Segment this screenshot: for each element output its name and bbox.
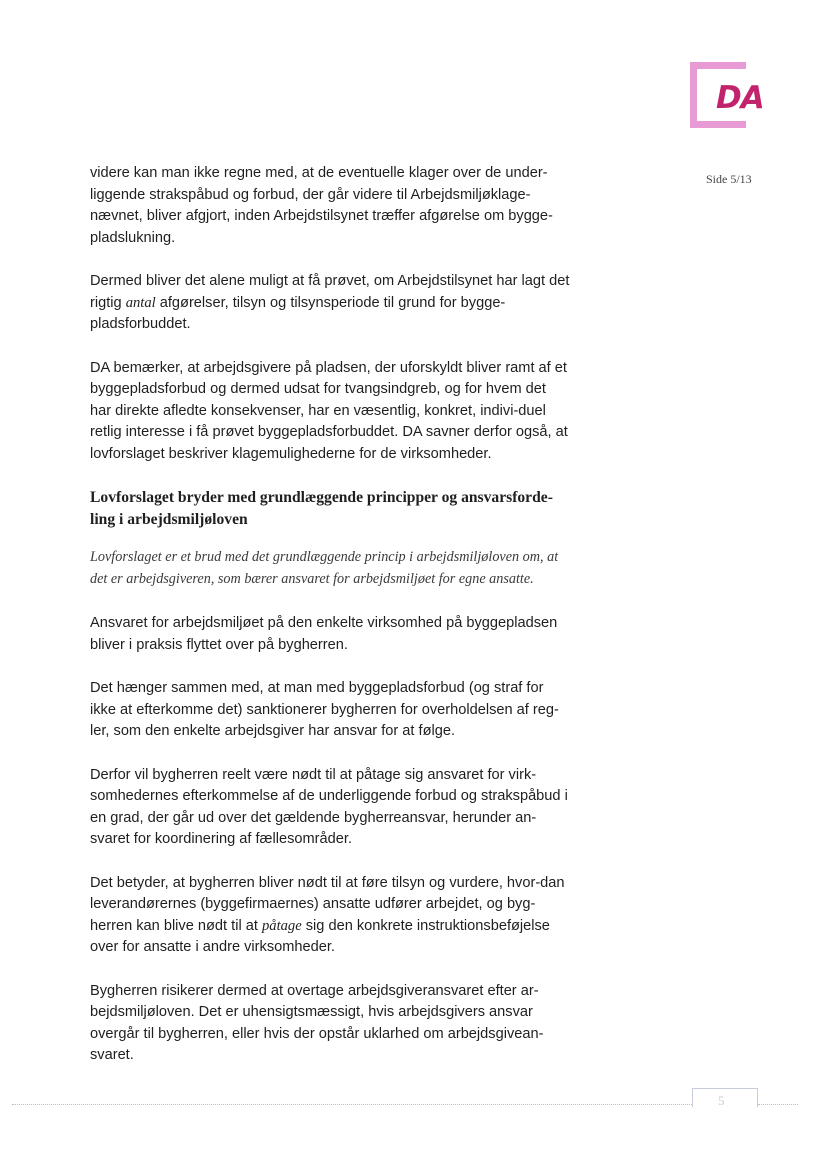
paragraph-4: Ansvaret for arbejdsmiljøet på den enkelte virksomhed på byggepladsen bliver i praksis flyttet over på bygherren.	[90, 615, 558, 653]
paragraph-1: videre kan man ikke regne med, at de eventuelle klager over de under-liggende strakspåbud og forbud, der går videre til Arbejdsmiljøklage-nævnet, bliver afgjort, inden Arbejdstilsynet træffer afgørelse om bygge-pladslukning.	[90, 165, 553, 246]
paragraph-7-italic: påtage	[261, 917, 302, 934]
document-body	[90, 163, 570, 1089]
paragraph-2	[90, 271, 570, 336]
section-summary-quote: Lovforslaget er et brud med det grundlæggende princip i arbejdsmiljøloven om, at det er arbejdsgiveren, som bærer ansvaret for arbejdsmiljøet for egne ansatte.	[90, 549, 559, 587]
paragraph-5: Det hænger sammen med, at man med byggepladsforbud (og straf for ikke at efterkomme det) sanktionerer bygherren for overholdelsen af reg-ler, som den enkelte arbejdsgiver har ansvar for at følge.	[90, 680, 559, 739]
paragraph-7-text-a: Det betyder, at bygherren bliver nødt til at føre tilsyn og vurdere, hvor-dan leverandørernes (byggefirmaernes) ansatte udfører arbejdet, og byg-herren kan blive nødt til at	[90, 874, 565, 934]
paragraph-2-text-b: afgørelser, tilsyn og tilsynsperiode til grund for bygge-pladsforbuddet.	[90, 294, 506, 332]
paragraph-7	[90, 873, 570, 959]
page-indicator: Side 5/13	[706, 172, 752, 186]
footer-page-tab	[692, 1088, 758, 1107]
logo-text: DA	[716, 80, 764, 116]
footer-page-number: 5	[718, 1093, 725, 1108]
da-logo	[690, 62, 764, 132]
footer-rule-right	[758, 1104, 798, 1105]
paragraph-2-italic: antal	[125, 294, 156, 311]
footer-rule	[12, 1104, 692, 1105]
paragraph-2-text-a: Dermed bliver det alene muligt at få prøvet, om Arbejdstilsynet har lagt det rigtig	[90, 273, 570, 311]
paragraph-3: DA bemærker, at arbejdsgivere på pladsen, der uforskyldt bliver ramt af et byggepladsforbud og dermed udsat for tvangsindgreb, og for hvem det har direkte afledte konsekvenser, har en væsentlig, konkret, indivi-duel retlig interesse i få prøvet byggepladsforbuddet. DA savner derfor også, at lovforslaget beskriver klagemulighederne for de virksomheder.	[90, 359, 568, 462]
paragraph-7-text-b: sig den konkrete instruktionsbeføjelse over for ansatte i andre virksomheder.	[90, 917, 550, 955]
paragraph-6: Derfor vil bygherren reelt være nødt til at påtage sig ansvaret for virk-somhedernes efterkommelse af de underliggende forbud og strakspåbud i en grad, der går ud over det gældende bygherreansvar, herunder an-svaret for koordinering af fællesområder.	[90, 766, 568, 847]
paragraph-8: Bygherren risikerer dermed at overtage arbejdsgiveransvaret efter ar-bejdsmiljøloven. Det er uhensigtsmæssigt, hvis arbejdsgivers ansvar overgår til bygherren, eller hvis der opstår uklarhed om arbejdsgivean-svaret.	[90, 982, 544, 1063]
section-heading: Lovforslaget bryder med grundlæggende principper og ansvarsforde-ling i arbejdsmiljøloven	[90, 489, 553, 528]
